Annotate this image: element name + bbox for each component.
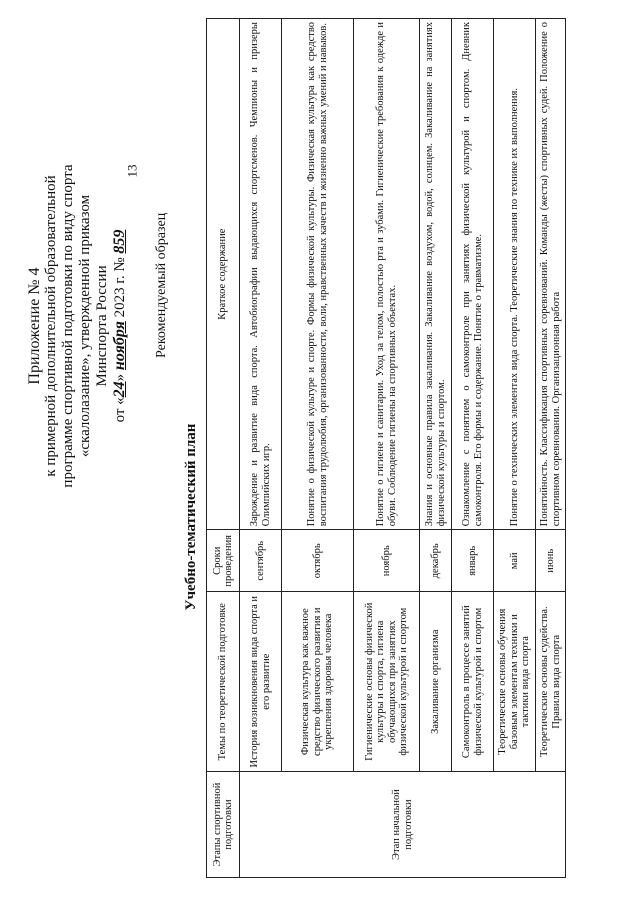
header-topic: Темы по теоретической подготовке: [207, 592, 240, 772]
header-term: Сроки проведения: [207, 530, 240, 592]
topic-cell: Теоретические основы обучения базовым элементам техники и тактики вида спорта: [494, 592, 536, 772]
content-cell: Понятие о гигиене и санитарии. Уход за телом, полостью рта и зубами. Гигиенические требования к одежде и обуви. Соблюдение гигиены на спортивных объектах.: [354, 19, 420, 530]
appendix-date: [111, 66, 129, 586]
appendix-line: программе спортивной подготовки по виду спорта: [60, 164, 76, 488]
topic-cell: Теоретические основы судейства. Правила вида спорта: [536, 592, 566, 772]
term-cell: октябрь: [282, 530, 354, 592]
table-row: [536, 19, 566, 878]
rotated-page-content: [20, 18, 620, 878]
header-stage: Этапы спортивной подготовки: [207, 772, 240, 878]
stage-cell: Этап начальной подготовки: [240, 772, 566, 878]
term-cell: январь: [452, 530, 494, 592]
table-row: [282, 19, 354, 878]
header-content: Краткое содержание: [207, 19, 240, 530]
term-cell: ноябрь: [354, 530, 420, 592]
topic-cell: Самоконтроль в процессе занятий физической культурой и спортом: [452, 592, 494, 772]
order-number: 859: [111, 229, 128, 254]
table-row: [452, 19, 494, 878]
topic-cell: История возникновения вида спорта и его развитие: [240, 592, 282, 772]
appendix-line: к примерной дополнительной образовательной: [43, 175, 59, 477]
table-row: [240, 19, 282, 878]
content-cell: Знания и основные правила закаливания. Закаливание воздухом, водой, солнцем. Закаливание на занятиях физической культуры и спортом.: [420, 19, 452, 530]
term-cell: декабрь: [420, 530, 452, 592]
curriculum-table: [206, 18, 566, 878]
content-cell: Понятийность. Классификация спортивных соревнований. Команды (жесты) спортивных судей. Положение о спортивном соревновании. Организационная работа: [536, 19, 566, 530]
topic-cell: Физическая культура как важное средство физического развития и укрепления здоровья человека: [282, 592, 354, 772]
date-year: 2023 г. №: [112, 257, 128, 318]
content-cell: Понятие о физической культуре и спорте. Формы физической культуры. Физическая культура как средство воспитания трудолюбия, организованности, воли, нравственных качеств и жизненно важных умений и навыков.: [282, 19, 354, 530]
term-cell: сентябрь: [240, 530, 282, 592]
content-cell: Понятие о технических элементах вида спорта. Теоретические знания по технике их выполнения.: [494, 19, 536, 530]
page-number: 13: [124, 164, 140, 178]
date-month: ноября: [111, 321, 128, 371]
table-row: [354, 19, 420, 878]
term-cell: май: [494, 530, 536, 592]
content-cell: Ознакомление с понятием о самоконтроле при занятиях физической культурой и спортом. Дневник самоконтроля. Его формы и содержание. Понятие о травматизме.: [452, 19, 494, 530]
table-header-row: [207, 19, 240, 878]
date-mid: »: [112, 373, 128, 382]
term-cell: июнь: [536, 530, 566, 592]
appendix-header: [26, 66, 129, 586]
table-row: [494, 19, 536, 878]
date-day: 24: [111, 381, 128, 398]
topic-cell: Закаливание организма: [420, 592, 452, 772]
appendix-line: Минспорта России: [94, 265, 110, 387]
appendix-title: Приложение № 4: [26, 267, 43, 385]
plan-title: Учебно-тематический план: [183, 423, 199, 611]
recommended-sample-label: Рекомендуемый образец: [154, 212, 169, 358]
content-cell: Зарождение и развитие вида спорта. Автобиографии выдающихся спортсменов. Чемпионы и призеры Олимпийских игр.: [240, 19, 282, 530]
appendix-line: «скалолазание», утвержденной приказом: [77, 194, 93, 458]
date-prefix: от «: [112, 397, 128, 423]
topic-cell: Гигиенические основы физической культуры и спорта, гигиена обучающихся при занятиях физической культурой и спортом: [354, 592, 420, 772]
table-row: [420, 19, 452, 878]
